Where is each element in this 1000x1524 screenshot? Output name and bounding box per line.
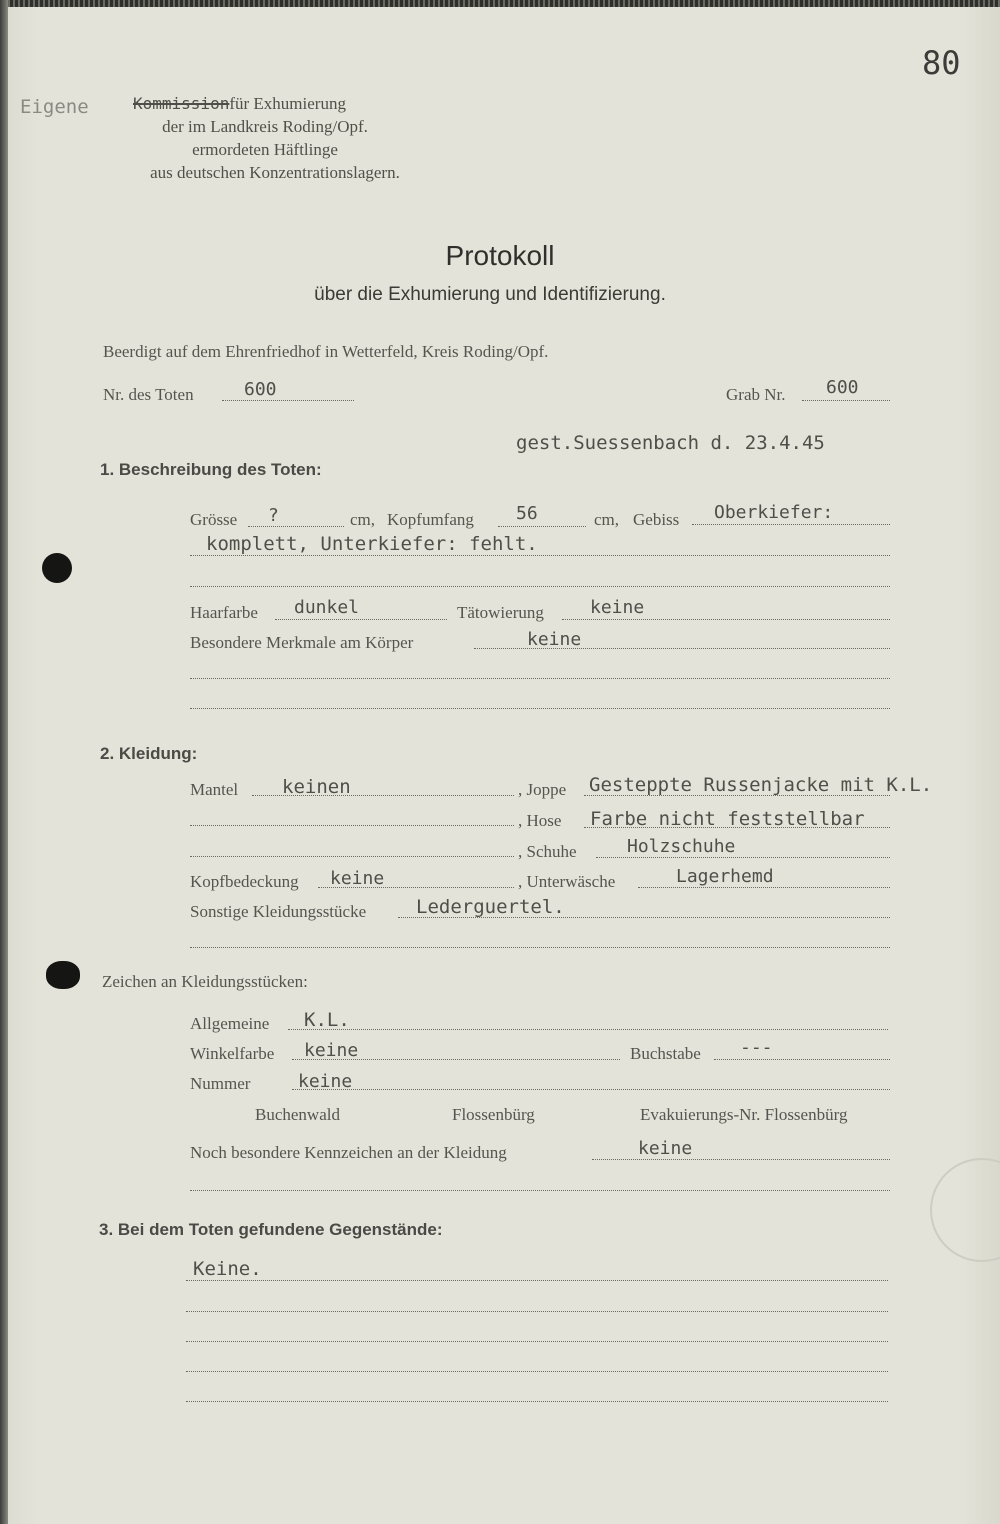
death-note: gest.Suessenbach d. 23.4.45 [516,432,825,454]
blank-line-3 [190,708,890,709]
blank-line-5 [190,1190,890,1191]
groesse-value: ? [268,505,279,526]
nummer-line [292,1089,890,1090]
burial-place: Beerdigt auf dem Ehrenfriedhof in Wetterfeld, Kreis Roding/Opf. [103,342,549,361]
gebiss-value: Oberkiefer: [714,502,834,523]
camp-flossenbuerg: Flossenbürg [452,1105,535,1124]
schuhe-left-line [190,856,514,857]
hose-left-line [190,825,514,826]
taetowierung-value: keine [590,597,645,618]
sonstige-value: Lederguertel. [416,896,565,918]
scan-left-edge [0,0,8,1524]
allgemeine-label: Allgemeine [190,1014,270,1033]
scan-top-edge [0,0,1000,7]
buchstabe-label: Buchstabe [630,1044,701,1063]
besondere-value: keine [638,1138,693,1159]
items-line-4 [186,1371,888,1372]
mantel-value: keinen [282,776,351,798]
besondere-label: Noch besondere Kennzeichen an der Kleidung [190,1143,507,1162]
header-line-1 [133,92,346,115]
nummer-label: Nummer [190,1074,251,1093]
dead-number-value: 600 [244,379,277,400]
hose-value: Farbe nicht feststellbar [590,808,865,830]
kopfumfang-value: 56 [516,503,538,524]
items-line-3 [186,1341,888,1342]
merkmale-value: keine [527,629,582,650]
grave-number-label: Grab Nr. [726,385,786,404]
header-line-3: ermordeten Häftlinge [192,140,338,159]
cm-unit-2: cm, [594,510,620,529]
kopfbedeckung-value: keine [330,868,385,889]
grave-number-value: 600 [826,377,859,398]
gebiss-label: Gebiss [633,510,680,529]
header-struck-word: Kommission [133,94,230,113]
cm-unit-1: cm, [350,510,376,529]
items-line-5 [186,1401,888,1402]
section-1-heading: 1. Beschreibung des Toten: [100,460,322,479]
header-typed-prefix: Eigene [20,96,89,118]
taetowierung-label: Tätowierung [457,603,544,622]
winkelfarbe-value: keine [304,1040,359,1061]
dead-number-line [222,400,354,401]
blank-line-2 [190,678,890,679]
punch-hole-icon [46,961,80,989]
merkmale-label: Besondere Merkmale am Körper [190,633,414,652]
blank-line-4 [190,947,890,948]
blank-line-1 [190,586,890,587]
haarfarbe-line [275,619,447,620]
header-line-2: der im Landkreis Roding/Opf. [162,117,368,136]
gebiss-continued: komplett, Unterkiefer: fehlt. [206,533,538,555]
joppe-value: Gesteppte Russenjacke mit K.L. [589,774,933,796]
page-number: 80 [922,44,961,82]
page-subtitle: über die Exhumierung und Identifizierung. [314,284,666,305]
page-title: Protokoll [445,240,555,271]
camp-buchenwald: Buchenwald [255,1105,340,1124]
allgemeine-line [288,1029,888,1030]
nummer-value: keine [298,1071,353,1092]
marks-heading: Zeichen an Kleidungsstücken: [102,972,308,991]
camp-evakuierung: Evakuierungs-Nr. Flossenbürg [640,1105,848,1124]
buchstabe-line [714,1059,890,1060]
section-3-value: Keine. [193,1258,262,1280]
kopfumfang-line [498,526,586,527]
schuhe-line [596,857,890,858]
joppe-label: , Joppe [518,780,567,799]
mantel-label: Mantel [190,780,239,799]
besondere-line [592,1159,890,1160]
dead-number-label: Nr. des Toten [103,385,194,404]
header-line-4: aus deutschen Konzentrationslagern. [150,163,400,182]
section-2-heading: 2. Kleidung: [100,744,198,763]
circle-mark-icon [930,1158,1000,1262]
unterwaesche-line [638,887,890,888]
buchstabe-value: --- [740,1037,773,1058]
gebiss-line [692,524,890,525]
allgemeine-value: K.L. [304,1009,350,1031]
items-line-1 [186,1280,888,1281]
kopfbedeckung-label: Kopfbedeckung [190,872,299,891]
haarfarbe-label: Haarfarbe [190,603,258,622]
groesse-label: Grösse [190,510,238,529]
gebiss-line-2 [190,555,890,556]
unterwaesche-value: Lagerhemd [676,866,774,887]
section-3-heading: 3. Bei dem Toten gefundene Gegenstände: [99,1220,443,1239]
header-line-1-rest: für Exhumierung [229,94,346,113]
haarfarbe-value: dunkel [294,597,360,618]
winkelfarbe-label: Winkelfarbe [190,1044,275,1063]
punch-hole-icon [42,553,72,583]
taetowierung-line [562,619,890,620]
schuhe-label: , Schuhe [518,842,577,861]
sonstige-label: Sonstige Kleidungsstücke [190,902,367,921]
items-line-2 [186,1311,888,1312]
unterwaesche-label: , Unterwäsche [518,872,616,891]
groesse-line [248,526,344,527]
hose-label: , Hose [518,811,562,830]
schuhe-value: Holzschuhe [627,836,736,857]
grave-number-line [802,400,890,401]
kopfumfang-label: Kopfumfang [387,510,474,529]
